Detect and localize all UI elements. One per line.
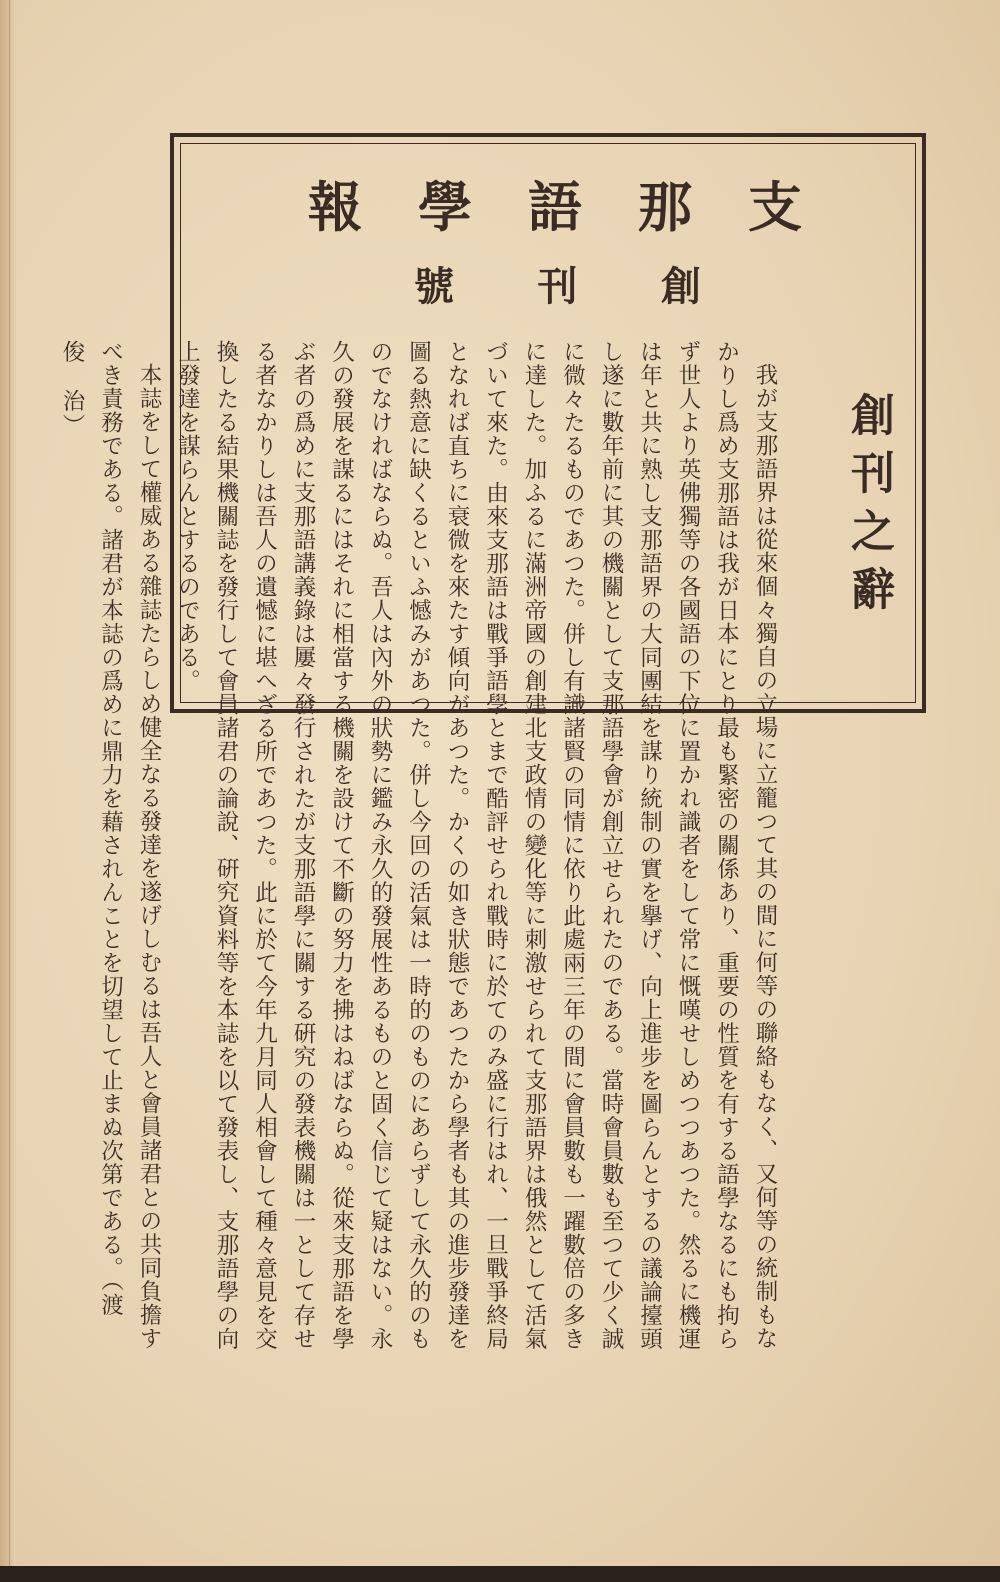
binding-edge-line [9,0,10,1582]
inaugural-article [59,340,900,1360]
journal-title-char: 學 [418,175,472,239]
journal-title-char: 語 [528,175,582,239]
issue-label-char: 號 [414,263,454,310]
issue-label-char: 刊 [537,263,578,310]
issue-label [410,255,705,312]
article-paragraph-2 [53,340,169,1360]
issue-label-char: 創 [661,263,701,310]
binding-edge [0,0,16,1582]
journal-title-char: 那 [638,175,692,239]
journal-title-char: 報 [308,175,362,239]
author-signature: （渡 俊 治） [59,340,124,1343]
bottom-edge [0,1566,1000,1582]
journal-title [305,165,805,242]
article-paragraph-2-text: 本誌をして權威ある雜誌たらしめ健全なる發達を遂げしむるは吾人と會員諸君との共同負擔すべき責務である。諸君が本誌の爲めに鼎力を藉されんことを切望して止まぬ次第である。 [97,340,162,1350]
article-title: 創刊之辭 [843,392,894,624]
journal-title-char: 支 [748,175,802,239]
article-paragraph-1: 我が支那語界は從來個々獨自の立場に立籠つて其の間に何等の聯絡もなく、又何等の統制もなかりし爲め支那語は我が日本にとり最も緊密の關係あり、重要の性質を有する語學なるにも拘らず世人より英佛獨等の各國語の下位に置かれ識者をして常に慨嘆せしめつつあつた。然るに機運は年と共に熟し支那語界の大同團結を謀り統制の實を擧げ、向上進步を圖らんとするの議論擡頭し遂に數年前に其の機關として支那語學會が創立せられたのである。當時會員數も至つて少く誠に微々たるものであつた。併し有識諸賢の同情に依り此處兩三年の間に會員數も一躍數倍の多きに達した。加ふるに滿洲帝國の創建北支政情の變化等に刺激せられて支那語界は俄然として活氣づいて來た。由來支那語は戰爭語學とまで酷評せられ戰時に於てのみ盛に行はれ、一旦戰爭終局となれば直ちに衰微を來たす傾向があつた。かくの如き狀態であつたから學者も其の進步發達を圖る熱意に缺くるといふ憾みがあつた。併し今回の活氣は一時的のものにあらずして永久的のものでなければならぬ。吾人は內外の狀勢に鑑み永久的發展性あるものと固く信じて疑はない。永久の發展を謀るにはそれに相當する機關を設けて不斷の努力を拂はねばならぬ。從來支那語を學ぶ者の爲めに支那語講義錄は屢々發行されたが支那語學に關する硏究の發表機關は一として存せる者なかりしは吾人の遺憾に堪へざる所であつた。此に於て今年九月同人相會して種々意見を交換したる結果機關誌を發行して會員諸君の論說、硏究資料等を本誌を以て發表し、支那語學の向上發達を謀らんとするのである。 [174,340,778,1351]
